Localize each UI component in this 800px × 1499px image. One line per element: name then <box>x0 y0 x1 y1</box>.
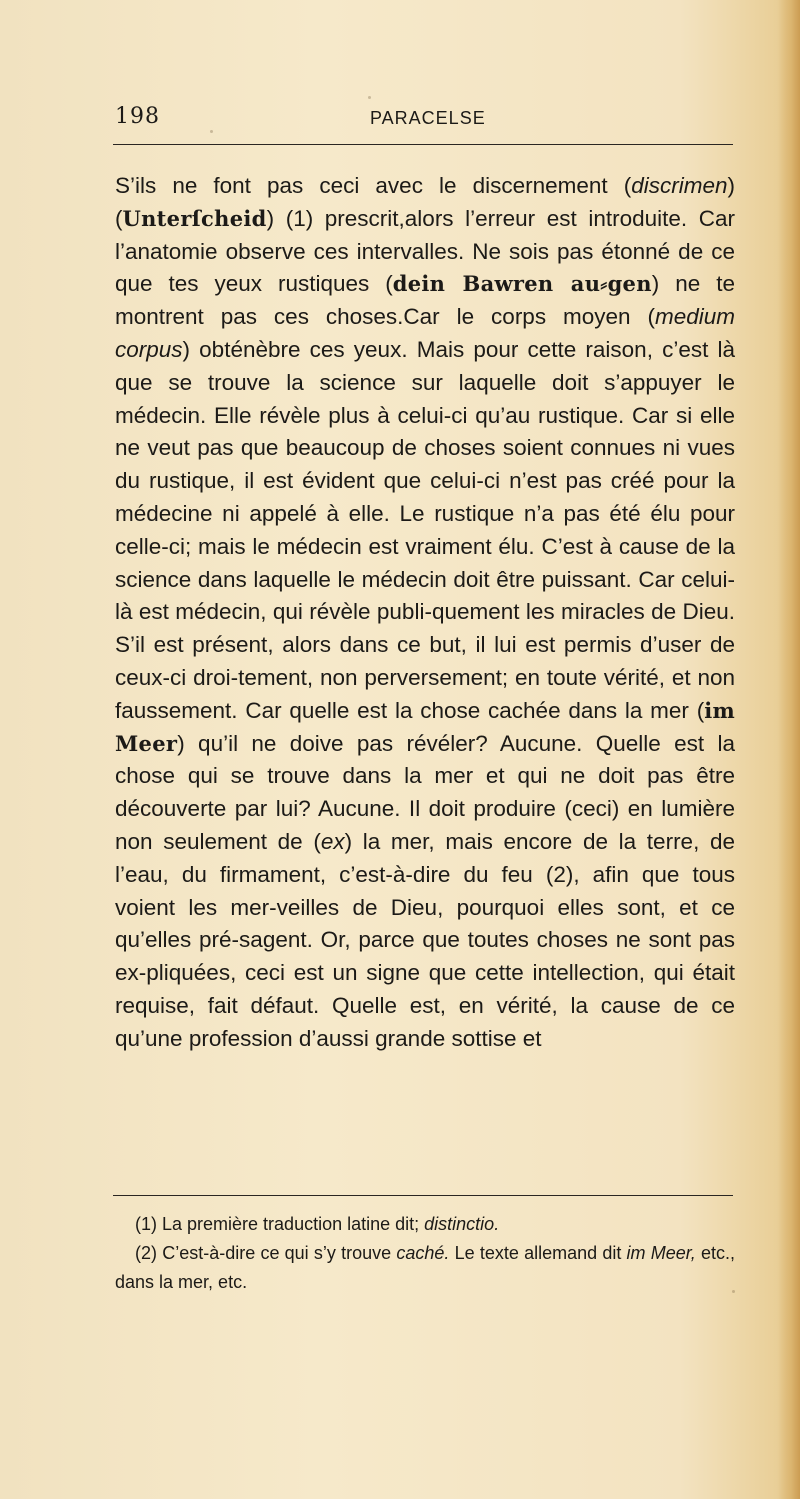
footnote-italic: distinctio. <box>424 1214 500 1234</box>
footnote-italic: caché. <box>396 1243 450 1263</box>
footnote-italic: im Meer, <box>626 1243 696 1263</box>
text-run: ) obténèbre ces yeux. Mais pour cette raison, c’est là que se trouve la science sur laquelle doit s’appuyer le médecin. Elle révèle plus à celui-ci qu’au rustique. Car si elle ne veut pas que beaucoup de choses soient connues ni vues du rustique, il est évident que celui-ci n’est pas créé pour la médecine ni appelé à elle. Le rustique n’a pas été élu pour celle-ci; mais le médecin est vraiment élu. C’est à cause de la science dans laquelle le médecin doit être puissant. Car celui-là est médecin, qui révèle publi-quement les miracles de Dieu. S’il est présent, alors dans ce but, il lui est permis d’user de ceux-ci droi-tement, non perversement; en toute vérité, et non faussement. Car quelle est la chose cachée dans la mer ( <box>115 336 735 723</box>
latin-term: ex <box>320 828 345 854</box>
footnote-1 <box>115 1210 735 1239</box>
text-run: ) qu’il ne doive pas révéler? Aucune. Quelle est la chose qui se trouve dans la mer et qui ne doit pas être découverte par lui? Aucune. Il doit produire (ceci) en lumière non seulement de ( <box>115 730 735 854</box>
body-paragraph <box>115 170 735 1056</box>
german-term: im Meer <box>115 697 735 756</box>
paper-speck <box>732 1290 735 1293</box>
footnote-text: (1) La première traduction latine dit; <box>135 1214 425 1234</box>
german-term: dein Bawren au⸗gen <box>392 271 652 297</box>
paper-speck <box>210 130 213 133</box>
footnote-text: (2) C’est-à-dire ce qui s’y trouve <box>135 1243 397 1263</box>
page-edge-stain <box>778 0 800 1499</box>
footnote-text: Le texte allemand dit <box>449 1243 627 1263</box>
running-head <box>115 104 733 136</box>
footnote-rule <box>113 1195 733 1196</box>
page-number: 198 <box>115 104 160 129</box>
german-term: Unterſcheid <box>122 205 267 231</box>
footnotes <box>115 1210 735 1297</box>
footnote-text: etc., dans la mer, etc. <box>115 1243 736 1292</box>
running-title: PARACELSE <box>370 108 486 128</box>
footnote-2 <box>115 1239 735 1297</box>
latin-term: discrimen <box>631 173 728 198</box>
text-run: ) la mer, mais encore de la terre, de l’eau, du firmament, c’est-à-dire du feu (2), afin que tous voient les mer-veilles de Dieu, pourquoi elles sont, et ce qu’elles pré-sagent. Or, parce que toutes choses ne sont pas ex-pliquées, ceci est un signe que cette intellection, qui était requise, fait défaut. Quelle est, en vérité, la cause de ce qu’une profession d’aussi grande sottise et <box>115 828 736 1051</box>
text-run: ) ne te montrent pas ces choses.Car le corps moyen ( <box>115 271 735 330</box>
text-run: ) (1) prescrit,alors l’erreur est introduite. Car l’anatomie observe ces intervalles. Ne sois pas étonné de ce que tes yeux rustiques ( <box>115 205 735 297</box>
text-run: S’ils ne font pas ceci avec le discernement ( <box>115 173 632 198</box>
paper-speck <box>368 96 371 99</box>
latin-term: medium corpus <box>115 304 735 362</box>
header-rule <box>113 144 733 145</box>
main-text <box>115 170 735 1056</box>
text-run: ) ( <box>115 173 735 231</box>
